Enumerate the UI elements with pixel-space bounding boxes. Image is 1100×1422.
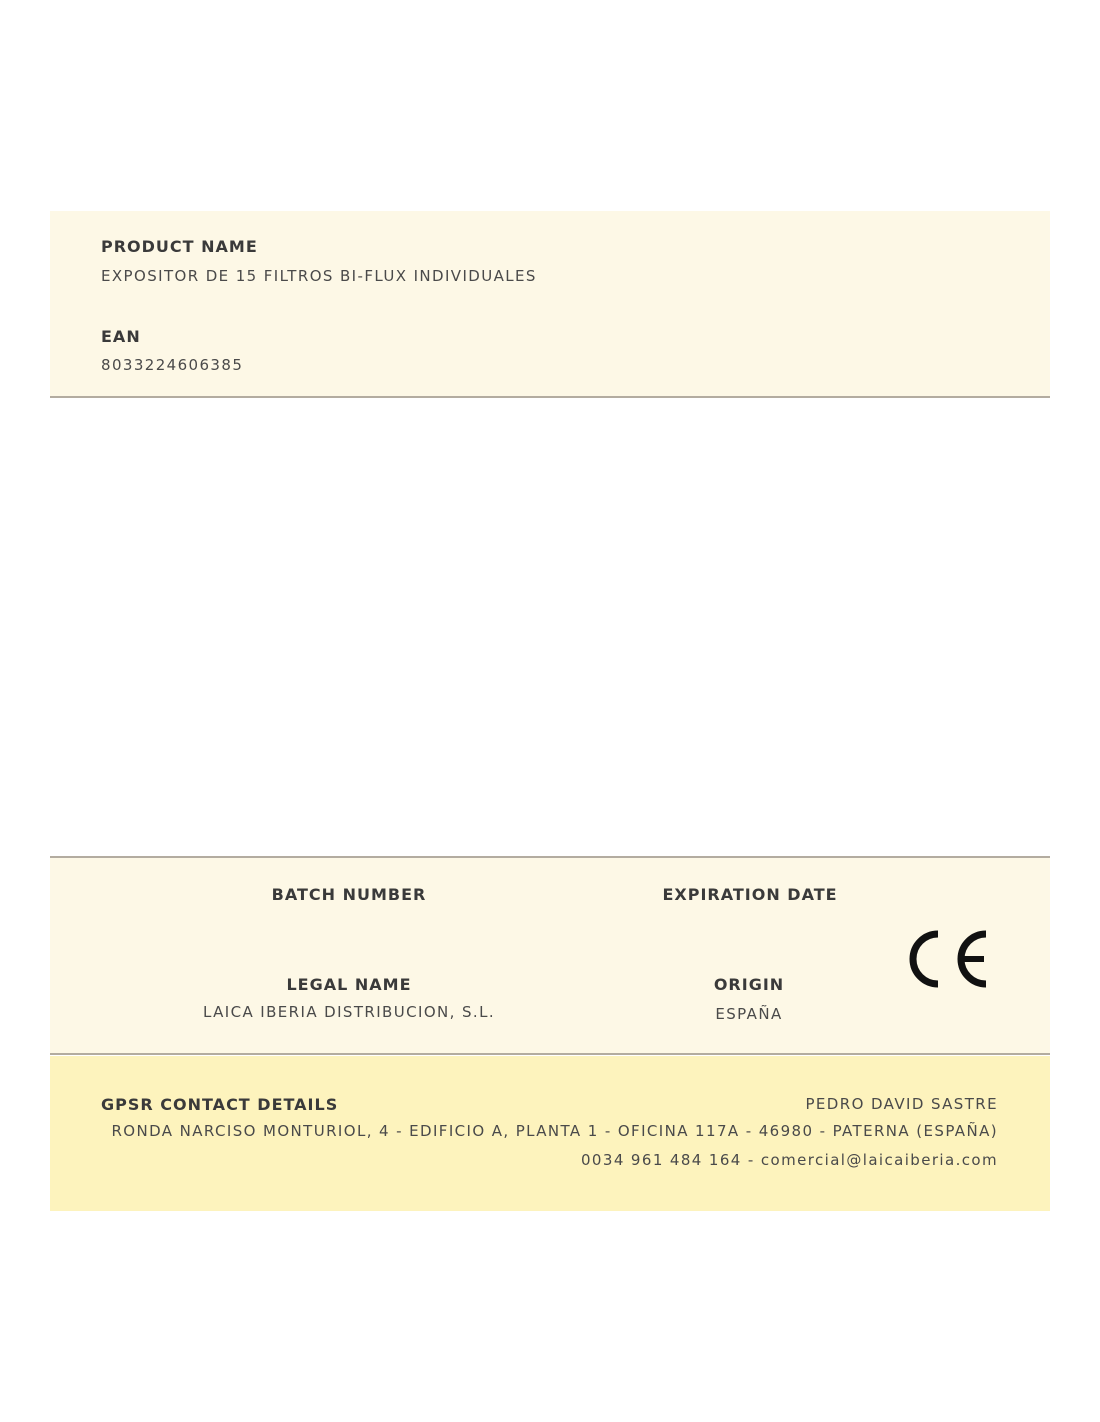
legal-name-value: LAICA IBERIA DISTRIBUCION, S.L.: [202, 1003, 496, 1021]
origin-value: ESPAÑA: [715, 1005, 783, 1023]
contact-person: PEDRO DAVID SASTRE: [805, 1095, 998, 1113]
product-info-panel: [50, 211, 1050, 398]
contact-phone-email: 0034 961 484 164 - comercial@laicaiberia.com: [580, 1151, 998, 1169]
product-name-value: EXPOSITOR DE 15 FILTROS BI-FLUX INDIVIDUALES: [101, 267, 537, 285]
gpsr-contact-label: GPSR CONTACT DETAILS: [101, 1095, 339, 1114]
product-name-label: PRODUCT NAME: [101, 237, 258, 256]
origin-label: ORIGIN: [713, 975, 785, 994]
ean-label: EAN: [101, 327, 141, 346]
batch-number-label: BATCH NUMBER: [271, 885, 427, 904]
ean-value: 8033224606385: [101, 356, 244, 374]
expiration-date-label: EXPIRATION DATE: [662, 885, 838, 904]
gpsr-contact-panel: [50, 1056, 1050, 1211]
contact-address: RONDA NARCISO MONTURIOL, 4 - EDIFICIO A, PLANTA 1 - OFICINA 117A - 46980 - PATERNA (ESPAÑA): [111, 1122, 998, 1140]
ce-mark-icon: [908, 928, 992, 990]
batch-details-panel: [50, 856, 1050, 1055]
legal-name-label: LEGAL NAME: [286, 975, 412, 994]
